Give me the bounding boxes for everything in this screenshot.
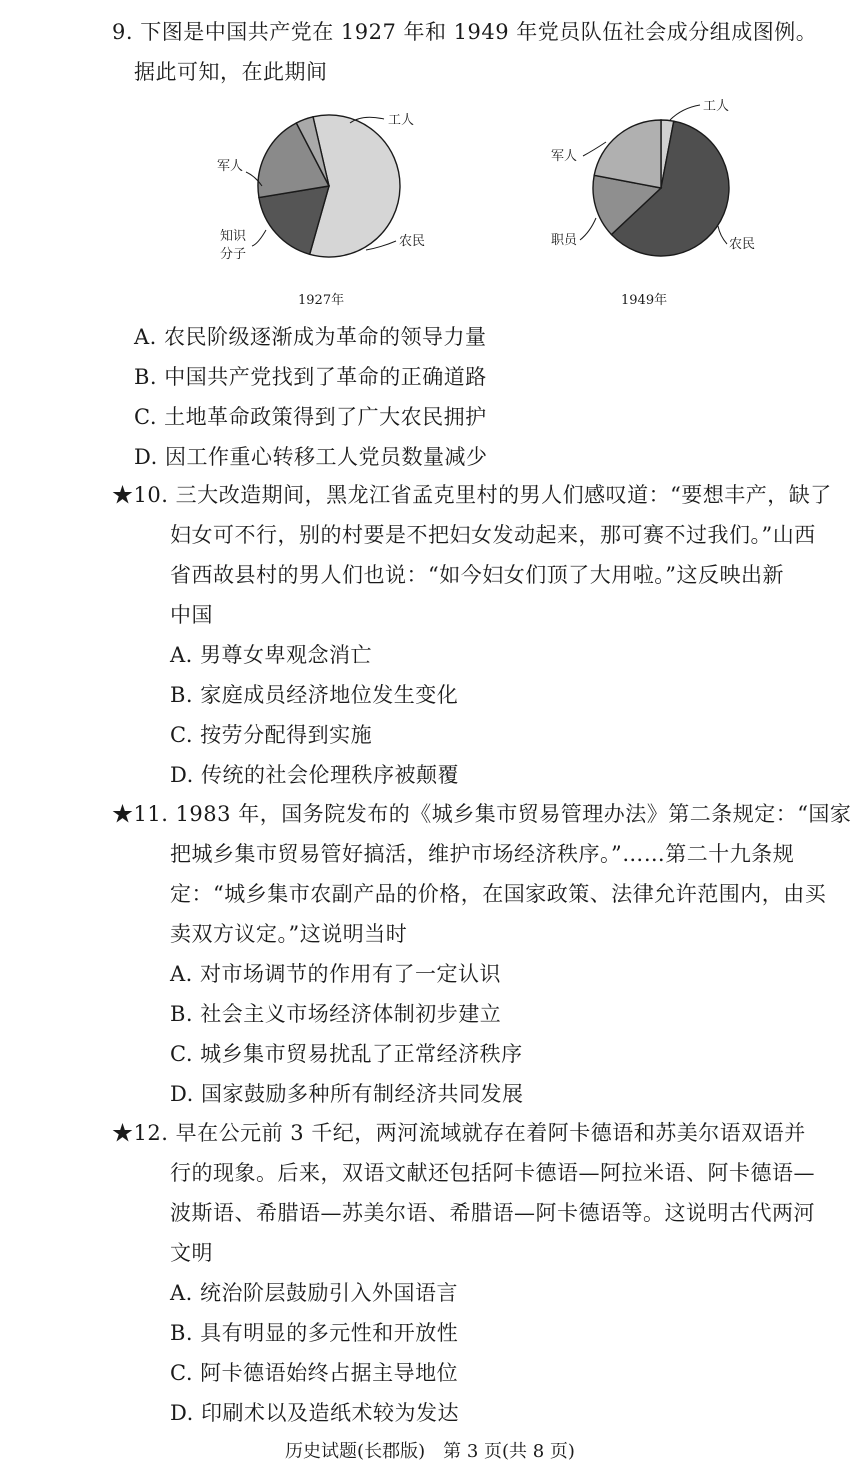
question-10-stem-line-1: ★10. 三大改造期间，黑龙江省孟克里村的男人们感叹道：“要想丰产，缺了: [112, 483, 832, 507]
pie-1927-label-workers: 工人: [388, 113, 415, 128]
question-12-stem-line-2: 行的现象。后来，双语文献还包括阿卡德语—阿拉米语、阿卡德语—: [170, 1161, 815, 1185]
question-10-option-b[interactable]: B. 家庭成员经济地位发生变化: [170, 683, 459, 707]
leader-1949-staff: [580, 218, 596, 240]
question-11-option-c[interactable]: C. 城乡集市贸易扰乱了正常经济秩序: [170, 1042, 523, 1066]
pie-chart-1949: [593, 120, 729, 256]
question-9-option-d[interactable]: D. 因工作重心转移工人党员数量减少: [134, 445, 488, 469]
question-11-option-d[interactable]: D. 国家鼓励多种所有制经济共同发展: [170, 1082, 524, 1106]
question-11-stem-line-1: ★11. 1983 年，国务院发布的《城乡集市贸易管理办法》第二条规定：“国家: [112, 802, 852, 826]
question-10-stem-line-3: 省西故县村的男人们也说：“如今妇女们顶了大用啦。”这反映出新: [170, 563, 784, 587]
question-9-option-b[interactable]: B. 中国共产党找到了革命的正确道路: [134, 365, 487, 389]
question-10-option-c[interactable]: C. 按劳分配得到实施: [170, 723, 373, 747]
pie-charts-figure: [0, 90, 860, 320]
leader-1949-workers: [670, 105, 700, 120]
question-12-stem-line-4: 文明: [170, 1241, 213, 1265]
question-10-stem-line-2: 妇女可不行，别的村要是不把妇女发动起来，那可赛不过我们。”山西: [170, 523, 816, 547]
question-11-stem-line-2: 把城乡集市贸易管好搞活，维护市场经济秩序。”……第二十九条规: [170, 842, 795, 866]
question-11-stem-line-4: 卖双方议定。”这说明当时: [170, 922, 408, 946]
pie-1949-caption: 1949年: [621, 293, 668, 308]
pie-1927-label-soldiers: 军人: [217, 159, 244, 174]
pie-1949-label-peasants: 农民: [729, 237, 756, 252]
pie-1927-label-intellectuals: 知识 分子: [220, 229, 247, 262]
pie-1949-label-soldiers: 军人: [551, 149, 578, 164]
pie-1949-slice-3: [594, 120, 661, 188]
question-10-option-d[interactable]: D. 传统的社会伦理秩序被颠覆: [170, 763, 459, 787]
question-12-option-a[interactable]: A. 统治阶层鼓励引入外国语言: [170, 1281, 459, 1305]
question-11-stem-line-3: 定：“城乡集市农副产品的价格，在国家政策、法律允许范围内，由买: [170, 882, 827, 906]
question-12-option-c[interactable]: C. 阿卡德语始终占据主导地位: [170, 1361, 459, 1385]
question-11-option-a[interactable]: A. 对市场调节的作用有了一定认识: [170, 962, 502, 986]
question-12-stem-line-3: 波斯语、希腊语—苏美尔语、希腊语—阿卡德语等。这说明古代两河: [170, 1201, 815, 1225]
leader-1949-peasants: [718, 226, 727, 244]
question-12-stem-line-1: ★12. 早在公元前 3 千纪，两河流域就存在着阿卡德语和苏美尔语双语并: [112, 1121, 806, 1145]
pie-1949-label-staff: 职员: [551, 233, 578, 248]
leader-1927-intellectuals: [252, 230, 266, 246]
question-9-option-c[interactable]: C. 土地革命政策得到了广大农民拥护: [134, 405, 487, 429]
question-12-option-b[interactable]: B. 具有明显的多元性和开放性: [170, 1321, 459, 1345]
question-12-option-d[interactable]: D. 印刷术以及造纸术较为发达: [170, 1401, 459, 1425]
question-9-option-a[interactable]: A. 农民阶级逐渐成为革命的领导力量: [134, 325, 487, 349]
question-10-option-a[interactable]: A. 男尊女卑观念消亡: [170, 643, 373, 667]
question-11-option-b[interactable]: B. 社会主义市场经济体制初步建立: [170, 1002, 502, 1026]
pie-1927-label-peasants: 农民: [399, 234, 426, 249]
pie-1927-caption: 1927年: [298, 293, 345, 308]
pie-1949-label-workers: 工人: [703, 99, 730, 114]
pie-chart-1927: [258, 115, 400, 257]
question-9-stem-line-2: 据此可知，在此期间: [134, 60, 328, 84]
question-10-stem-line-4: 中国: [170, 603, 213, 627]
page-footer: 历史试题(长郡版) 第 3 页(共 8 页): [285, 1441, 575, 1462]
question-9-stem-line-1: 9. 下图是中国共产党在 1927 年和 1949 年党员队伍社会成分组成图例。: [112, 20, 818, 44]
